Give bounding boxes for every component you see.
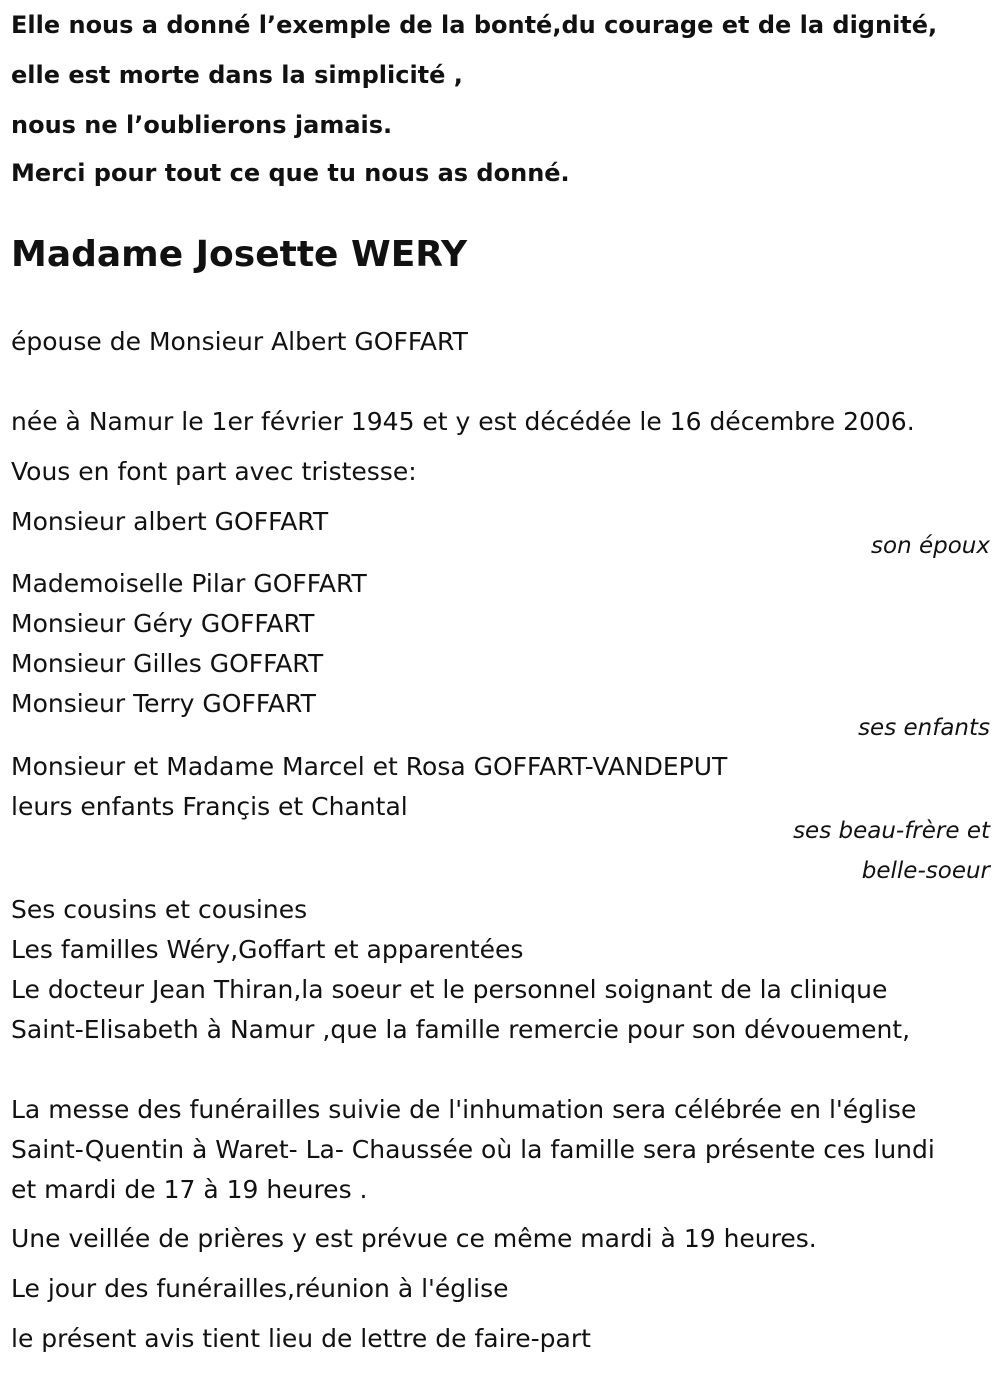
husband-name: Monsieur albert GOFFART <box>11 507 329 536</box>
in-laws-role-line-2: belle-soeur <box>861 858 990 884</box>
other-mourner-3: Le docteur Jean Thiran,la soeur et le personnel soignant de la clinique <box>11 975 888 1004</box>
in-law-name-2: leurs enfants Françis et Chantal <box>11 792 408 821</box>
child-name-4: Monsieur Terry GOFFART <box>11 689 316 718</box>
in-laws-role-line-1: ses beau-frère et <box>793 818 990 844</box>
other-mourner-4: Saint-Elisabeth à Namur ,que la famille remercie pour son dévouement, <box>11 1015 911 1044</box>
birth-death-line: née à Namur le 1er février 1945 et y est décédée le 16 décembre 2006. <box>11 407 915 436</box>
meeting-line: Le jour des funérailles,réunion à l'église <box>11 1274 509 1303</box>
funeral-mass-line-2: Saint-Quentin à Waret- La- Chaussée où la famille sera présente ces lundi <box>11 1135 935 1164</box>
epigraph-line-4: Merci pour tout ce que tu nous as donné. <box>11 159 570 187</box>
husband-role: son époux <box>871 533 990 559</box>
spouse-line: épouse de Monsieur Albert GOFFART <box>11 327 468 356</box>
announcement-intro: Vous en font part avec tristesse: <box>11 457 417 486</box>
child-name-2: Monsieur Géry GOFFART <box>11 609 315 638</box>
funeral-mass-line-1: La messe des funérailles suivie de l'inhumation sera célébrée en l'église <box>11 1095 917 1124</box>
child-name-3: Monsieur Gilles GOFFART <box>11 649 324 678</box>
funeral-mass-line-3: et mardi de 17 à 19 heures . <box>11 1175 368 1204</box>
other-mourner-2: Les familles Wéry,Goffart et apparentées <box>11 935 524 964</box>
notice-line: le présent avis tient lieu de lettre de faire-part <box>11 1324 591 1353</box>
child-name-1: Mademoiselle Pilar GOFFART <box>11 569 367 598</box>
children-role: ses enfants <box>858 715 990 741</box>
epigraph-line-1: Elle nous a donné l’exemple de la bonté,du courage et de la dignité, <box>11 11 938 39</box>
epigraph-line-3: nous ne l’oublierons jamais. <box>11 111 393 139</box>
other-mourner-1: Ses cousins et cousines <box>11 895 308 924</box>
epigraph-line-2: elle est morte dans la simplicité , <box>11 61 463 89</box>
in-law-name-1: Monsieur et Madame Marcel et Rosa GOFFART-VANDEPUT <box>11 752 728 781</box>
deceased-name: Madame Josette WERY <box>11 234 468 275</box>
vigil-line: Une veillée de prières y est prévue ce même mardi à 19 heures. <box>11 1224 817 1253</box>
